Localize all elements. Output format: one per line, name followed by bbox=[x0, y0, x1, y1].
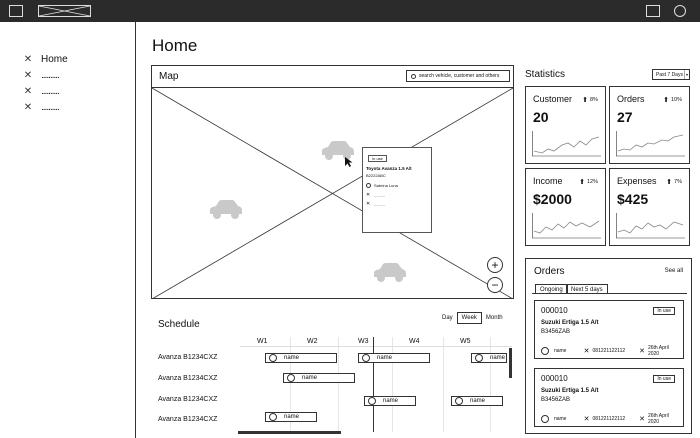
stat-delta-value: 10% bbox=[670, 97, 682, 103]
stat-value: $2000 bbox=[533, 191, 572, 207]
map-placeholder bbox=[152, 88, 513, 298]
booking-name: name bbox=[377, 355, 393, 361]
booking-name: name bbox=[383, 398, 399, 404]
user-icon bbox=[541, 415, 549, 423]
user-icon bbox=[455, 397, 463, 405]
booking-pill[interactable] bbox=[364, 396, 416, 406]
schedule-row-label: Avanza B1234CXZ bbox=[158, 416, 218, 423]
order-plate: B3456ZAB bbox=[541, 397, 571, 403]
orders-panel bbox=[525, 258, 692, 434]
order-plate: B3456ZAB bbox=[541, 329, 571, 335]
see-all-link[interactable]: See all bbox=[664, 268, 683, 274]
week-label: W5 bbox=[460, 338, 471, 345]
calendar-icon: ✕ bbox=[639, 416, 645, 423]
stat-card-expenses[interactable] bbox=[609, 168, 690, 246]
popup-line: .......... bbox=[374, 201, 386, 207]
booking-name: name bbox=[302, 375, 318, 381]
order-card[interactable] bbox=[534, 300, 684, 359]
sidebar bbox=[0, 22, 136, 438]
orders-title: Orders bbox=[534, 266, 565, 277]
arrow-up-icon: ⬆ bbox=[579, 179, 585, 186]
order-details bbox=[541, 345, 681, 357]
stat-name: Income bbox=[533, 176, 563, 186]
schedule-row-label: Avanza B1234CXZ bbox=[158, 354, 218, 361]
order-date: 26th April 2020 bbox=[647, 345, 669, 357]
tab-ongoing[interactable]: Ongoing bbox=[535, 284, 568, 294]
stat-delta-value: 12% bbox=[586, 179, 598, 185]
stat-delta bbox=[666, 178, 682, 186]
map-title: Map bbox=[159, 71, 179, 82]
week-label: W3 bbox=[358, 338, 369, 345]
stat-delta bbox=[663, 96, 682, 104]
map-search-input[interactable] bbox=[406, 70, 510, 82]
sidebar-item-label: .......... bbox=[41, 85, 59, 97]
schedule-row-label: Avanza B1234CXZ bbox=[158, 375, 218, 382]
logo-placeholder bbox=[38, 5, 91, 17]
status-badge: In use bbox=[368, 155, 387, 162]
schedule-row-label: Avanza B1234CXZ bbox=[158, 396, 218, 403]
car-icon[interactable] bbox=[372, 262, 408, 284]
arrow-up-icon: ⬆ bbox=[582, 97, 589, 104]
booking-name: name bbox=[490, 355, 506, 361]
sidebar-item-label: Home bbox=[41, 53, 68, 65]
popup-plate: B2222ABC bbox=[366, 173, 386, 178]
order-date: 26th April 2020 bbox=[647, 413, 669, 425]
booking-pill[interactable] bbox=[283, 373, 355, 383]
sparkline bbox=[532, 131, 601, 157]
popup-row bbox=[366, 192, 385, 198]
user-icon bbox=[362, 354, 370, 362]
status-badge: In use bbox=[653, 307, 675, 315]
stat-name: Orders bbox=[617, 94, 645, 104]
week-label: W1 bbox=[257, 338, 268, 345]
notification-icon[interactable] bbox=[646, 5, 660, 17]
booking-pill[interactable] bbox=[358, 353, 430, 363]
view-month[interactable]: Month bbox=[485, 315, 503, 321]
phone-icon: ✕ bbox=[583, 416, 590, 423]
view-week[interactable]: Week bbox=[457, 312, 482, 324]
order-phone: 081221122112 bbox=[592, 348, 626, 354]
sidebar-item-2[interactable] bbox=[23, 69, 59, 81]
car-icon[interactable] bbox=[208, 199, 244, 221]
order-id: 000010 bbox=[541, 374, 568, 383]
today-marker bbox=[373, 337, 374, 432]
stat-delta bbox=[579, 178, 598, 186]
period-select[interactable] bbox=[652, 69, 690, 80]
stat-name: Expenses bbox=[617, 176, 657, 186]
week-label: W2 bbox=[307, 338, 318, 345]
order-vehicle: Suzuki Ertiga 1.5 A/t bbox=[541, 320, 599, 326]
sparkline bbox=[616, 131, 685, 157]
order-card[interactable] bbox=[534, 368, 684, 427]
user-icon bbox=[475, 354, 483, 362]
view-day[interactable]: Day bbox=[442, 315, 453, 321]
booking-pill[interactable] bbox=[265, 412, 317, 422]
schedule-view-switcher bbox=[438, 312, 507, 324]
grid-line bbox=[338, 337, 339, 432]
booking-pill[interactable] bbox=[451, 396, 503, 406]
booking-pill[interactable] bbox=[265, 353, 337, 363]
menu-icon[interactable] bbox=[9, 5, 23, 17]
grid-line bbox=[490, 337, 491, 432]
sidebar-item-label: .......... bbox=[41, 101, 59, 113]
user-icon bbox=[541, 347, 549, 355]
order-customer: name bbox=[553, 416, 567, 422]
vehicle-popup bbox=[362, 147, 432, 233]
close-icon: ✕ bbox=[23, 85, 33, 97]
arrow-up-icon: ⬆ bbox=[663, 97, 669, 104]
sidebar-item-3[interactable] bbox=[23, 85, 59, 97]
period-value: Past 7 Days bbox=[656, 71, 683, 78]
popup-driver-row bbox=[366, 183, 398, 188]
user-icon bbox=[269, 413, 277, 421]
arrow-up-icon: ⬆ bbox=[666, 179, 673, 186]
sparkline bbox=[532, 213, 601, 239]
vertical-scrollbar[interactable] bbox=[509, 348, 512, 378]
chevron-down-icon: ▾ bbox=[685, 72, 688, 77]
popup-driver: Sabrina Luna bbox=[374, 183, 398, 188]
close-icon: ✕ bbox=[23, 53, 33, 65]
horizontal-scrollbar[interactable] bbox=[238, 431, 341, 434]
close-icon: ✕ bbox=[366, 192, 371, 198]
booking-name: name bbox=[284, 355, 300, 361]
popup-row bbox=[366, 201, 385, 207]
sparkline bbox=[616, 213, 685, 239]
calendar-icon: ✕ bbox=[639, 348, 645, 355]
stat-name: Customer bbox=[533, 94, 573, 104]
grid-line bbox=[443, 337, 444, 432]
zoom-out-button[interactable]: − bbox=[487, 277, 503, 293]
popup-line: .......... bbox=[374, 192, 386, 198]
tab-next-5-days[interactable]: Next 5 days bbox=[566, 284, 608, 294]
popup-vehicle: Toyota Avanza 1.5 A/t bbox=[366, 166, 412, 171]
close-icon: ✕ bbox=[23, 69, 33, 81]
divider bbox=[240, 346, 512, 347]
stat-delta-value: 8% bbox=[590, 97, 598, 103]
tabs-underline bbox=[532, 293, 687, 294]
map-canvas[interactable] bbox=[152, 87, 513, 298]
stat-value: 27 bbox=[617, 109, 633, 125]
map-panel bbox=[151, 65, 514, 299]
schedule-title: Schedule bbox=[158, 319, 200, 330]
avatar[interactable] bbox=[674, 5, 686, 17]
order-vehicle: Suzuki Ertiga 1.5 A/t bbox=[541, 388, 599, 394]
stat-value: 20 bbox=[533, 109, 549, 125]
search-placeholder: search vehicle, customer and others bbox=[419, 73, 500, 79]
search-icon bbox=[411, 74, 416, 79]
booking-pill[interactable] bbox=[471, 353, 507, 363]
cursor-icon bbox=[344, 156, 354, 168]
user-icon bbox=[366, 183, 371, 188]
order-phone: 081221122112 bbox=[592, 416, 626, 422]
close-icon: ✕ bbox=[23, 101, 33, 113]
stat-value: $425 bbox=[617, 191, 649, 207]
stat-card-orders[interactable] bbox=[609, 86, 690, 164]
stat-delta bbox=[582, 96, 598, 104]
close-icon: ✕ bbox=[366, 201, 371, 207]
status-badge: In use bbox=[653, 375, 675, 383]
sidebar-item-4[interactable] bbox=[23, 101, 59, 113]
phone-icon: ✕ bbox=[583, 348, 590, 355]
statistics-title: Statistics bbox=[525, 69, 566, 80]
sidebar-item-label: .......... bbox=[41, 69, 59, 81]
user-icon bbox=[269, 354, 277, 362]
order-details bbox=[541, 413, 681, 425]
order-id: 000010 bbox=[541, 306, 568, 315]
order-customer: name bbox=[553, 348, 567, 354]
sidebar-item-home[interactable] bbox=[23, 53, 68, 65]
page-title: Home bbox=[152, 36, 198, 55]
stat-card-income[interactable] bbox=[525, 168, 606, 246]
booking-name: name bbox=[284, 414, 300, 420]
stat-delta-value: 7% bbox=[674, 179, 682, 185]
grid-line bbox=[392, 337, 393, 432]
user-icon bbox=[368, 397, 376, 405]
booking-name: name bbox=[470, 398, 486, 404]
week-label: W4 bbox=[409, 338, 420, 345]
zoom-in-button[interactable]: + bbox=[487, 257, 503, 273]
top-bar bbox=[0, 0, 700, 22]
user-icon bbox=[287, 374, 295, 382]
stat-card-customer[interactable] bbox=[525, 86, 606, 164]
